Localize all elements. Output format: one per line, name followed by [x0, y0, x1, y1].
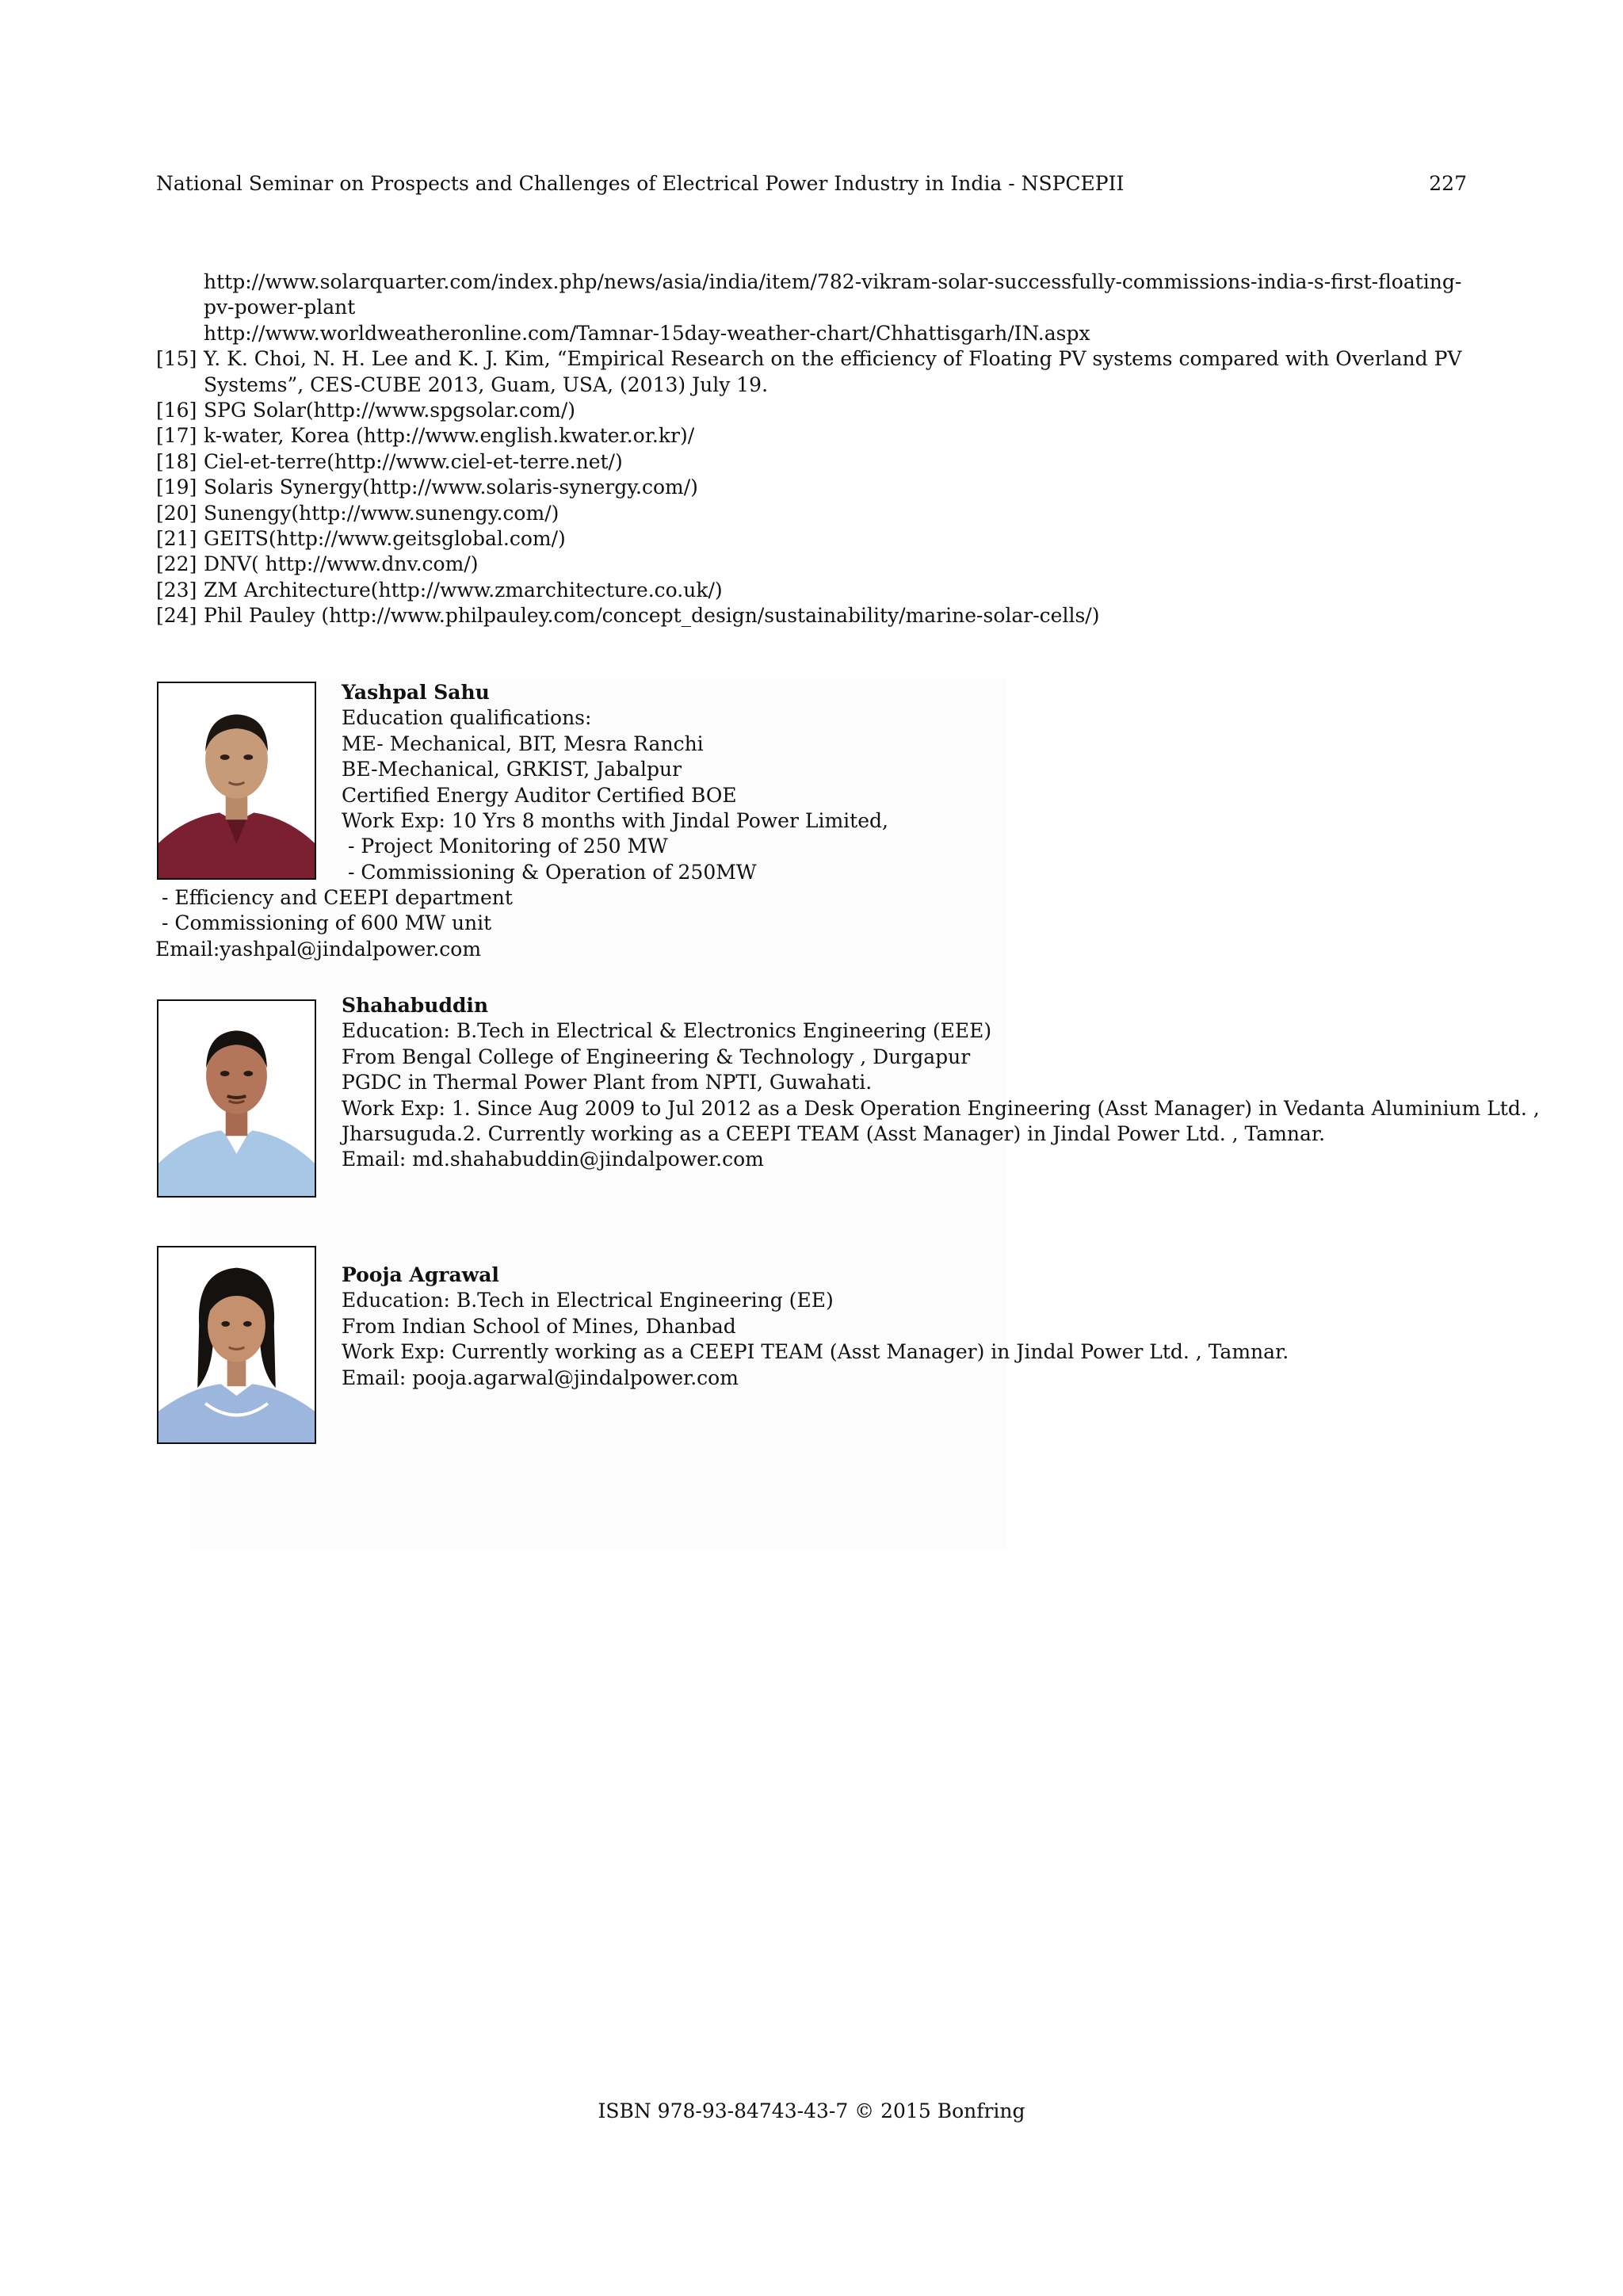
bio-line: - Efficiency and CEEPI department — [155, 886, 513, 909]
reference-text: Y. K. Choi, N. H. Lee and K. J. Kim, “Empirical Research on the efficiency of Floating PV systems compared with Overland PV Systems”, CES-CUBE 2013, Guam, USA, (2013) July 19. — [204, 347, 1462, 396]
reference-item — [156, 526, 1472, 552]
author-email[interactable]: Email: pooja.agarwal@jindalpower.com — [342, 1366, 739, 1389]
reference-item — [156, 578, 1472, 603]
reference-text: SPG Solar(http://www.spgsolar.com/) — [204, 399, 575, 422]
reference-text: Solaris Synergy(http://www.solaris-synergy.com/) — [204, 476, 698, 499]
author-bio-yashpal-sahu-continued — [155, 885, 513, 962]
reference-item — [156, 603, 1472, 628]
reference-number: [21] — [156, 527, 197, 551]
reference-text: Phil Pauley (http://www.philpauley.com/concept_design/sustainability/marine-solar-cells/) — [204, 604, 1100, 628]
reference-item — [156, 475, 1472, 500]
reference-continuation-line[interactable]: http://www.solarquarter.com/index.php/news/asia/india/item/782-vikram-solar-successfully-commissions-india-s-first-floating-pv-power-plant — [204, 270, 1462, 319]
author-email[interactable]: Email:yashpal@jindalpower.com — [155, 937, 482, 961]
bio-line: BE-Mechanical, GRKIST, Jabalpur — [342, 758, 682, 781]
author-name: Yashpal Sahu — [342, 681, 490, 704]
reference-item — [156, 501, 1472, 526]
reference-text: GEITS(http://www.geitsglobal.com/) — [204, 527, 566, 551]
bio-line: ME- Mechanical, BIT, Mesra Ranchi — [342, 732, 704, 755]
bio-line: From Bengal College of Engineering & Technology , Durgapur — [342, 1045, 971, 1068]
reference-number: [20] — [156, 501, 197, 525]
bio-line: Work Exp: 1. Since Aug 2009 to Jul 2012 as a Desk Operation Engineering (Asst Manager) in Vedanta Aluminium Ltd. , — [342, 1096, 1540, 1120]
bio-line: Certified Energy Auditor Certified BOE — [342, 783, 737, 807]
reference-number: [22] — [156, 552, 197, 576]
author-name: Shahabuddin — [342, 994, 489, 1017]
reference-number: [23] — [156, 578, 197, 602]
author-bio-pooja-agrawal — [342, 1263, 1289, 1391]
reference-text: ZM Architecture(http://www.zmarchitecture.co.uk/) — [204, 578, 723, 602]
author-photo-yashpal-sahu — [157, 682, 316, 880]
author-bio-yashpal-sahu — [342, 680, 888, 885]
references-list — [156, 269, 1472, 629]
page-footer: ISBN 978-93-84743-43-7 © 2015 Bonfring — [598, 2099, 1025, 2122]
bio-line: Education: B.Tech in Electrical Engineering (EE) — [342, 1289, 834, 1312]
reference-continuation-line[interactable]: http://www.worldweatheronline.com/Tamnar-15day-weather-chart/Chhattisgarh/IN.aspx — [204, 321, 1090, 345]
reference-text: k-water, Korea (http://www.english.kwater.or.kr)/ — [204, 424, 695, 448]
running-header — [156, 171, 1467, 200]
bio-line: PGDC in Thermal Power Plant from NPTI, Guwahati. — [342, 1071, 873, 1095]
bio-line: - Project Monitoring of 250 MW — [342, 835, 668, 858]
reference-item — [156, 398, 1472, 423]
author-photo-pooja-agrawal — [157, 1246, 316, 1444]
reference-number: [24] — [156, 604, 197, 628]
bio-line: From Indian School of Mines, Dhanbad — [342, 1314, 736, 1338]
reference-number: [15] — [156, 347, 197, 371]
reference-text: DNV( http://www.dnv.com/) — [204, 552, 479, 576]
bio-line: - Commissioning & Operation of 250MW — [342, 860, 757, 884]
bio-line: Education: B.Tech in Electrical & Electronics Engineering (EEE) — [342, 1019, 992, 1043]
reference-number: [16] — [156, 399, 197, 422]
author-name: Pooja Agrawal — [342, 1263, 499, 1286]
reference-number: [18] — [156, 449, 197, 473]
bio-line: Work Exp: Currently working as a CEEPI TEAM (Asst Manager) in Jindal Power Ltd. , Tamnar. — [342, 1340, 1289, 1364]
reference-text: Sunengy(http://www.sunengy.com/) — [204, 501, 559, 525]
bio-line: Education qualifications: — [342, 706, 592, 730]
reference-item — [156, 423, 1472, 449]
author-photo-shahabuddin — [157, 999, 316, 1198]
bio-line: Jharsuguda.2. Currently working as a CEEPI TEAM (Asst Manager) in Jindal Power Ltd. , Tamnar. — [342, 1122, 1326, 1146]
reference-item — [156, 449, 1472, 475]
reference-item — [156, 346, 1472, 398]
reference-text: Ciel-et-terre(http://www.ciel-et-terre.net/) — [204, 449, 623, 473]
page-number: 227 — [1429, 172, 1467, 195]
bio-line: Work Exp: 10 Yrs 8 months with Jindal Power Limited, — [342, 809, 888, 833]
bio-line: - Commissioning of 600 MW unit — [155, 911, 492, 935]
reference-number: [17] — [156, 424, 197, 448]
reference-item — [156, 552, 1472, 577]
author-email[interactable]: Email: md.shahabuddin@jindalpower.com — [342, 1148, 764, 1171]
author-bio-shahabuddin — [342, 993, 1540, 1173]
reference-number: [19] — [156, 476, 197, 499]
header-title: National Seminar on Prospects and Challenges of Electrical Power Industry in India - NSPCEPII — [156, 172, 1125, 195]
